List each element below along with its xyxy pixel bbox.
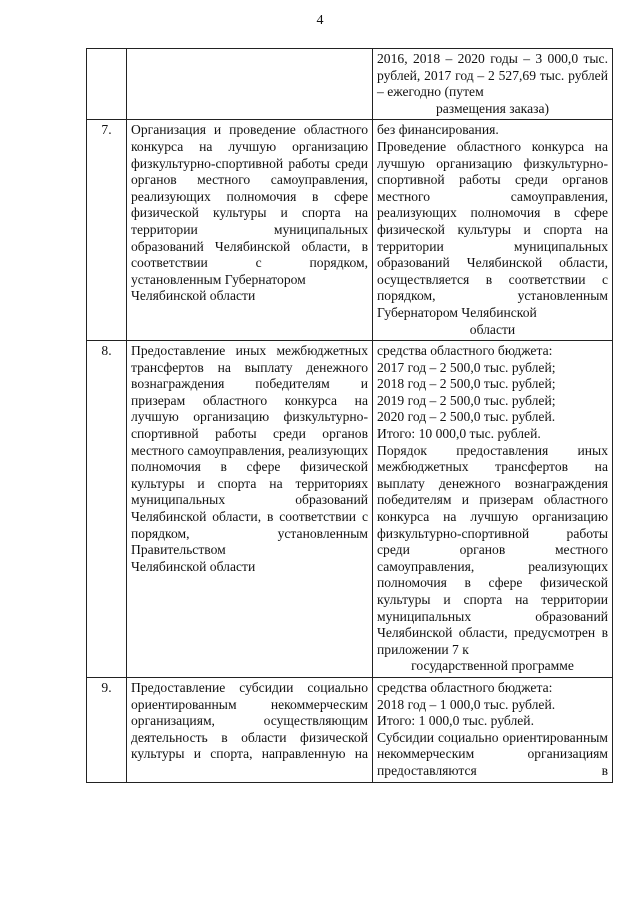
financing-text: Итого: 1 000,0 тыс. рублей. xyxy=(377,713,534,729)
row-number: 7. xyxy=(87,120,127,341)
financing-text: 2018 год – 1 000,0 тыс. рублей. xyxy=(377,696,556,712)
measure-name-cell xyxy=(127,49,373,120)
financing-text: Итого: 10 000,0 тыс. рублей. xyxy=(377,426,541,442)
measures-table xyxy=(86,48,613,783)
row-number: 9. xyxy=(87,677,127,782)
financing-cell xyxy=(373,341,613,678)
financing-cell xyxy=(373,49,613,120)
table-row xyxy=(87,49,613,120)
page-number: 4 xyxy=(316,13,324,28)
financing-text: средства областного бюджета: xyxy=(377,679,553,695)
financing-text: Порядок предоставления иных межбюджетных трансфертов на выплату денежного вознаграждения победителям и призерам областного конкурса на лучшую организацию физкультурно-спортивной работы среди органов местного самоуправления, реализующих полномочия в сфере физической культуры и спорта на территории муниципальных образований Челябинской области, предусмотрен в приложении 7 к xyxy=(377,442,608,657)
financing-text: Субсидии социально ориентированным некоммерческим организациям предоставляются в xyxy=(377,729,608,778)
table-row xyxy=(87,120,613,341)
financing-text: без финансирования. xyxy=(377,122,499,138)
row-number xyxy=(87,49,127,120)
financing-text: области xyxy=(469,321,516,337)
measure-text: Предоставление субсидии социально ориентированным некоммерческим организациям, осуществляющим деятельность в области физической культуры и спорта, направленную на xyxy=(131,679,368,762)
measure-text: Организация и проведение областного конкурса на лучшую организацию физкультурно-спортивной работы среди органов местного самоуправления, реализующих полномочия в сфере физической культуры и спорта на территории муниципальных образований Челябинской области, в соответствии с порядком, установленным Губернатором xyxy=(131,122,368,287)
measure-text: Челябинской области xyxy=(131,288,256,304)
financing-text: 2017 год – 2 500,0 тыс. рублей; xyxy=(377,359,556,375)
financing-cell xyxy=(373,677,613,782)
financing-text: 2016, 2018 – 2020 годы – 3 000,0 тыс. рублей, 2017 год – 2 527,69 тыс. рублей – ежегодно (путем xyxy=(377,51,608,100)
financing-text: 2019 год – 2 500,0 тыс. рублей; xyxy=(377,392,556,408)
financing-text: средства областного бюджета: xyxy=(377,343,553,359)
financing-text: государственной программе xyxy=(411,658,574,674)
measure-name-cell xyxy=(127,677,373,782)
measure-name-cell xyxy=(127,341,373,678)
financing-cell xyxy=(373,120,613,341)
row-number: 8. xyxy=(87,341,127,678)
financing-text: 2018 год – 2 500,0 тыс. рублей; xyxy=(377,376,556,392)
table-row xyxy=(87,341,613,678)
measure-text: Челябинской области xyxy=(131,558,256,574)
financing-text: Проведение областного конкурса на лучшую организацию физкультурно-спортивной работы среди органов местного самоуправления, реализующих полномочия в сфере физической культуры и спорта на территории муниципальных образований Челябинской области, осуществляется в соответствии с порядком, установленным Губернатором Челябинской xyxy=(377,138,608,320)
financing-text: размещения заказа) xyxy=(435,100,550,116)
financing-text: 2020 год – 2 500,0 тыс. рублей. xyxy=(377,409,556,425)
table-row xyxy=(87,677,613,782)
measure-text: Предоставление иных межбюджетных трансфертов на выплату денежного вознаграждения победителям и призерам областного конкурса на лучшую организацию физкультурно-спортивной работы среди органов местного самоуправления, реализующих полномочия в сфере физической культуры и спорта на территориях муниципальных образований Челябинской области, в соответствии с порядком, установленным Правительством xyxy=(131,343,368,558)
measure-name-cell xyxy=(127,120,373,341)
